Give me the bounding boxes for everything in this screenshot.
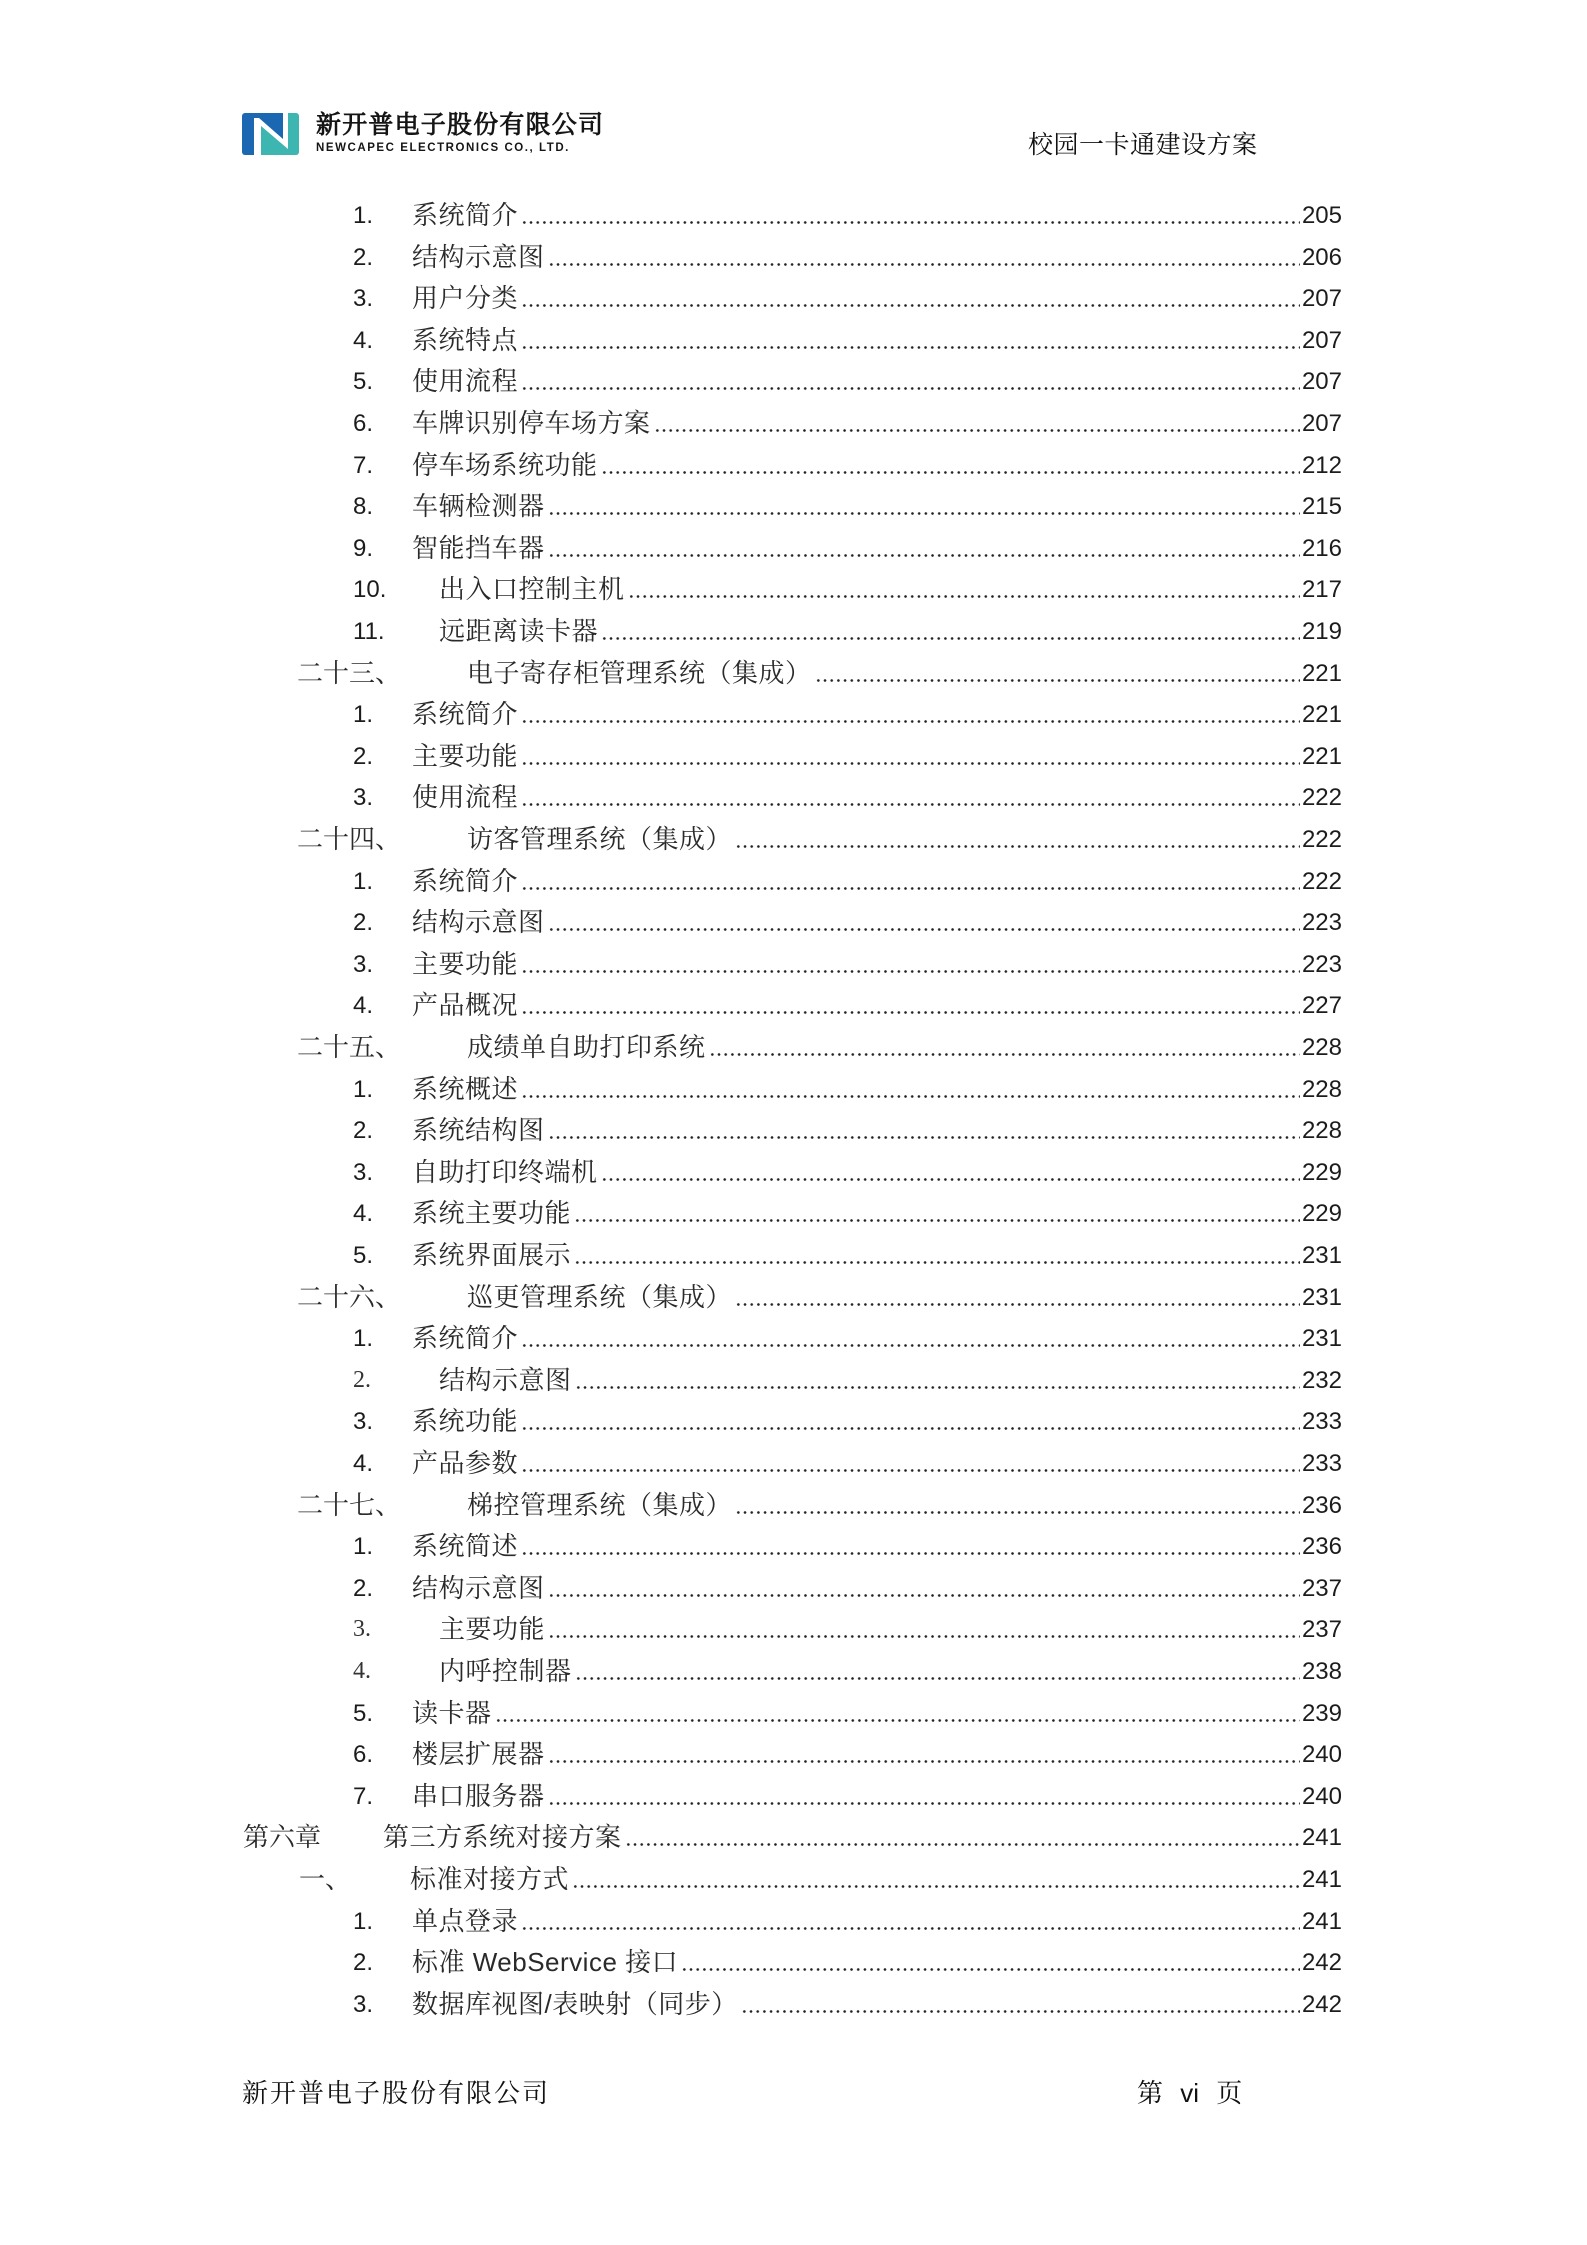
toc-entry-line bbox=[412, 195, 1342, 237]
dot-leader bbox=[521, 861, 1300, 903]
toc-entry[interactable] bbox=[0, 278, 1587, 320]
toc-entry-page[interactable]: 222 bbox=[1301, 784, 1342, 812]
toc-entry-number: 2. bbox=[353, 1949, 374, 1977]
toc-entry-title[interactable]: 系统简介 bbox=[412, 200, 519, 230]
toc-entry-title[interactable]: 主要功能 bbox=[412, 948, 519, 979]
toc-entry-title[interactable]: 出入口控制主机 bbox=[439, 574, 625, 605]
toc-entry[interactable] bbox=[0, 736, 1587, 778]
dot-leader bbox=[495, 1693, 1300, 1735]
document-title: 校园一卡通建设方案 bbox=[1028, 131, 1258, 159]
toc-entry-number: 3. bbox=[353, 1408, 374, 1436]
toc-entry-line bbox=[412, 237, 1342, 279]
toc-entry-number: 3. bbox=[353, 950, 374, 978]
toc-entry-page[interactable]: 229 bbox=[1301, 1200, 1342, 1228]
toc-entry-number: 二十六、 bbox=[297, 1281, 402, 1312]
dot-leader bbox=[548, 1568, 1300, 1610]
toc-entry-page[interactable]: 227 bbox=[1301, 992, 1342, 1020]
toc-entry-title[interactable]: 系统主要功能 bbox=[412, 1198, 572, 1229]
dot-leader bbox=[574, 1235, 1300, 1277]
toc-entry[interactable] bbox=[0, 1859, 1587, 1901]
toc-entry[interactable] bbox=[0, 902, 1587, 944]
dot-leader bbox=[575, 1360, 1300, 1402]
toc-entry-title[interactable]: 内呼控制器 bbox=[439, 1656, 572, 1686]
toc-entry-line bbox=[467, 653, 1342, 695]
toc-entry-number: 4. bbox=[353, 1658, 371, 1684]
toc-entry-number: 2. bbox=[353, 243, 374, 271]
toc-entry[interactable] bbox=[0, 1235, 1587, 1277]
toc-entry-page[interactable]: 219 bbox=[1301, 618, 1342, 645]
toc-entry-number: 9. bbox=[353, 534, 374, 562]
toc-entry-page[interactable]: 233 bbox=[1301, 1408, 1342, 1436]
toc-entry-number: 1. bbox=[353, 701, 374, 729]
toc-entry-number: 二十五、 bbox=[297, 1032, 402, 1062]
toc-entry-page[interactable]: 221 bbox=[1301, 701, 1342, 729]
dot-leader bbox=[521, 985, 1300, 1027]
toc-entry-title[interactable]: 标准对接方式 bbox=[410, 1864, 570, 1894]
dot-leader bbox=[735, 1485, 1300, 1527]
toc-entry-line bbox=[439, 1360, 1342, 1402]
toc-entry-number: 7. bbox=[353, 451, 374, 479]
toc-entry-number: 2. bbox=[353, 1574, 374, 1602]
toc-entry[interactable] bbox=[0, 1193, 1587, 1235]
toc-entry[interactable] bbox=[0, 1443, 1587, 1485]
toc-entry-title[interactable]: 巡更管理系统（集成） bbox=[467, 1281, 733, 1312]
toc-entry[interactable] bbox=[0, 653, 1587, 695]
toc-entry-number: 5. bbox=[353, 368, 374, 396]
toc-entry[interactable] bbox=[0, 1318, 1587, 1360]
toc-entry[interactable] bbox=[0, 819, 1587, 861]
dot-leader bbox=[521, 1069, 1300, 1111]
toc-entry-line bbox=[412, 528, 1342, 570]
toc-entry-title[interactable]: 结构示意图 bbox=[412, 907, 545, 938]
toc-entry-title[interactable]: 系统简述 bbox=[412, 1531, 519, 1562]
dot-leader bbox=[815, 653, 1300, 695]
toc-entry-title[interactable]: 自助打印终端机 bbox=[412, 1156, 598, 1187]
toc-entry-page[interactable]: 238 bbox=[1301, 1658, 1342, 1685]
toc-entry[interactable] bbox=[0, 611, 1587, 653]
dot-leader bbox=[575, 1651, 1300, 1693]
toc-entry-title[interactable]: 系统简介 bbox=[412, 865, 519, 896]
toc-entry[interactable] bbox=[0, 1401, 1587, 1443]
toc-entry-page[interactable]: 239 bbox=[1301, 1699, 1342, 1727]
toc-entry-title[interactable]: 结构示意图 bbox=[439, 1364, 572, 1395]
toc-entry-line bbox=[439, 569, 1342, 611]
toc-entry[interactable] bbox=[0, 1817, 1587, 1859]
toc-entry[interactable] bbox=[0, 1942, 1587, 1984]
toc-entry-line bbox=[410, 1859, 1342, 1901]
toc-entry-line bbox=[412, 1734, 1342, 1776]
toc-entry-number: 3. bbox=[353, 285, 374, 313]
toc-entry-page[interactable]: 222 bbox=[1301, 826, 1342, 853]
toc-entry-line bbox=[412, 361, 1342, 403]
toc-entry-title[interactable]: 智能挡车器 bbox=[412, 532, 545, 563]
toc-entry-page[interactable]: 217 bbox=[1301, 576, 1342, 604]
dot-leader bbox=[521, 736, 1300, 778]
dot-leader bbox=[548, 528, 1300, 570]
toc-entry-page[interactable]: 242 bbox=[1301, 1949, 1342, 1977]
toc-entry-number: 二十四、 bbox=[297, 824, 402, 854]
toc-entry-line bbox=[467, 819, 1342, 861]
toc-entry-title[interactable]: 读卡器 bbox=[412, 1697, 492, 1728]
toc-entry-number: 第六章 bbox=[243, 1822, 322, 1853]
toc-entry-page[interactable]: 221 bbox=[1301, 659, 1342, 687]
toc-entry[interactable] bbox=[0, 1277, 1587, 1319]
toc-entry[interactable] bbox=[0, 195, 1587, 237]
toc-entry-number: 二十三、 bbox=[297, 657, 402, 688]
toc-entry-number: 4. bbox=[353, 326, 374, 354]
toc-entry-line bbox=[412, 1235, 1342, 1277]
toc-entry-line bbox=[383, 1817, 1342, 1859]
toc-entry-page[interactable]: 206 bbox=[1301, 243, 1342, 271]
dot-leader bbox=[548, 1776, 1300, 1818]
toc-entry-page[interactable]: 236 bbox=[1301, 1491, 1342, 1519]
toc-entry-line bbox=[439, 1609, 1342, 1651]
dot-leader bbox=[572, 1859, 1300, 1901]
toc-entry[interactable] bbox=[0, 1776, 1587, 1818]
toc-entry-title[interactable]: 使用流程 bbox=[412, 782, 519, 813]
toc-entry-title[interactable]: 标准 WebService 接口 bbox=[412, 1947, 679, 1978]
toc-entry[interactable] bbox=[0, 1360, 1587, 1402]
toc-entry-line bbox=[412, 1942, 1342, 1984]
toc-entry[interactable] bbox=[0, 1901, 1587, 1943]
dot-leader bbox=[521, 1526, 1300, 1568]
toc-entry-line bbox=[412, 694, 1342, 736]
toc-entry-title[interactable]: 串口服务器 bbox=[412, 1780, 545, 1811]
dot-leader bbox=[521, 278, 1300, 320]
toc-entry-title[interactable]: 梯控管理系统（集成） bbox=[467, 1489, 733, 1520]
toc-entry-line bbox=[412, 278, 1342, 320]
toc-entry-title[interactable]: 数据库视图/表映射（同步） bbox=[412, 1988, 738, 2019]
toc-entry-number: 1. bbox=[353, 1075, 374, 1103]
dot-leader bbox=[601, 445, 1300, 487]
toc-entry-page[interactable]: 231 bbox=[1301, 1283, 1342, 1311]
toc-entry-number: 2. bbox=[353, 742, 374, 770]
toc-entry-line bbox=[412, 944, 1342, 986]
toc-entry-number: 8. bbox=[353, 493, 374, 521]
toc-entry-title[interactable]: 系统结构图 bbox=[412, 1115, 545, 1146]
toc-entry-line bbox=[412, 1152, 1342, 1194]
toc-entry-line bbox=[412, 486, 1342, 528]
toc-entry-number: 3. bbox=[353, 784, 374, 812]
toc-entry[interactable] bbox=[0, 361, 1587, 403]
toc-entry-title[interactable]: 产品参数 bbox=[412, 1448, 519, 1478]
toc-entry-title[interactable]: 系统简介 bbox=[412, 699, 519, 730]
dot-leader bbox=[548, 237, 1300, 279]
toc-entry-line bbox=[412, 403, 1342, 445]
toc-entry-title[interactable]: 单点登录 bbox=[412, 1905, 519, 1936]
toc-entry[interactable] bbox=[0, 1027, 1587, 1069]
dot-leader bbox=[709, 1027, 1300, 1069]
toc-entry[interactable] bbox=[0, 1984, 1587, 2026]
toc-entry-page[interactable]: 233 bbox=[1301, 1450, 1342, 1477]
toc-entry-page[interactable]: 207 bbox=[1301, 368, 1342, 396]
dot-leader bbox=[548, 1734, 1300, 1776]
toc-entry-page[interactable]: 228 bbox=[1301, 1034, 1342, 1061]
toc-entry-line bbox=[412, 1443, 1342, 1485]
toc-entry-line bbox=[412, 1069, 1342, 1111]
toc-entry-line bbox=[467, 1485, 1342, 1527]
toc-entry-title[interactable]: 结构示意图 bbox=[412, 1572, 545, 1603]
toc-entry-number: 4. bbox=[353, 1450, 374, 1477]
dot-leader bbox=[654, 403, 1300, 445]
toc-entry-page[interactable]: 205 bbox=[1301, 202, 1342, 229]
toc-entry-page[interactable]: 237 bbox=[1301, 1616, 1342, 1644]
toc-entry-title[interactable]: 系统概述 bbox=[412, 1073, 519, 1104]
toc-entry-title[interactable]: 系统功能 bbox=[412, 1406, 519, 1437]
toc-entry[interactable] bbox=[0, 1693, 1587, 1735]
toc-entry[interactable] bbox=[0, 1651, 1587, 1693]
toc-entry-number: 4. bbox=[353, 992, 374, 1020]
toc-entry-page[interactable]: 223 bbox=[1301, 909, 1342, 937]
toc-entry-number: 2. bbox=[353, 1117, 374, 1145]
toc-entry-number: 3. bbox=[353, 1158, 374, 1186]
toc-entry-title[interactable]: 系统简介 bbox=[412, 1323, 519, 1354]
toc-entry-title[interactable]: 楼层扩展器 bbox=[412, 1739, 545, 1770]
footer-company-name: 新开普电子股份有限公司 bbox=[242, 2078, 551, 2108]
toc-entry[interactable] bbox=[0, 1734, 1587, 1776]
toc-entry[interactable] bbox=[0, 486, 1587, 528]
toc-entry-number: 10. bbox=[353, 576, 387, 604]
toc-entry-page[interactable]: 212 bbox=[1301, 451, 1342, 479]
toc-entry-number: 1. bbox=[353, 867, 374, 895]
toc-entry-page[interactable]: 228 bbox=[1301, 1075, 1342, 1103]
toc-entry-number: 6. bbox=[353, 410, 374, 437]
toc-entry[interactable] bbox=[0, 569, 1587, 611]
toc-entry[interactable] bbox=[0, 944, 1587, 986]
toc-entry-title[interactable]: 停车场系统功能 bbox=[412, 449, 598, 480]
toc-entry-number: 11. bbox=[353, 618, 385, 645]
toc-entry-line bbox=[412, 1318, 1342, 1360]
toc-entry-title[interactable]: 结构示意图 bbox=[412, 241, 545, 272]
toc-entry-line bbox=[412, 1401, 1342, 1443]
dot-leader bbox=[521, 944, 1300, 986]
toc-entry-page[interactable]: 229 bbox=[1301, 1158, 1342, 1186]
toc-entry[interactable] bbox=[0, 403, 1587, 445]
toc-entry-page[interactable]: 228 bbox=[1301, 1117, 1342, 1145]
dot-leader bbox=[735, 819, 1300, 861]
toc-entry-line bbox=[412, 1984, 1342, 2026]
page-number: 第 vi 页 bbox=[1137, 2078, 1243, 2108]
toc-entry-title[interactable]: 使用流程 bbox=[412, 366, 519, 397]
toc-entry-page[interactable]: 242 bbox=[1301, 1990, 1342, 2018]
dot-leader bbox=[681, 1942, 1300, 1984]
toc-entry-number: 3. bbox=[353, 1990, 374, 2018]
company-name-en: NEWCAPEC ELECTRONICS CO., LTD. bbox=[316, 142, 570, 154]
toc-entry-page[interactable]: 223 bbox=[1301, 950, 1342, 978]
toc-entry-page[interactable]: 240 bbox=[1301, 1782, 1342, 1810]
toc-entry-title[interactable]: 产品概况 bbox=[412, 990, 519, 1021]
toc-entry[interactable] bbox=[0, 1485, 1587, 1527]
dot-leader bbox=[548, 1609, 1300, 1651]
toc-entry-page[interactable]: 221 bbox=[1301, 742, 1342, 770]
toc-entry[interactable] bbox=[0, 985, 1587, 1027]
toc-entry-line bbox=[412, 1110, 1342, 1152]
toc-entry[interactable] bbox=[0, 861, 1587, 903]
toc-entry-number: 1. bbox=[353, 202, 374, 229]
toc-entry-page[interactable]: 232 bbox=[1301, 1366, 1342, 1394]
dot-leader bbox=[521, 1401, 1300, 1443]
dot-leader bbox=[521, 777, 1300, 819]
toc-entry-title[interactable]: 主要功能 bbox=[439, 1614, 546, 1645]
toc-entry-number: 2. bbox=[353, 1366, 371, 1393]
toc-entry-line bbox=[439, 611, 1342, 653]
toc-entry-page[interactable]: 222 bbox=[1301, 867, 1342, 895]
toc-entry-title[interactable]: 电子寄存柜管理系统（集成） bbox=[467, 657, 812, 688]
toc-entry-line bbox=[412, 1901, 1342, 1943]
toc-entry-title[interactable]: 系统特点 bbox=[412, 324, 519, 355]
toc-entry-number: 7. bbox=[353, 1782, 374, 1810]
company-name-cn: 新开普电子股份有限公司 bbox=[316, 111, 605, 139]
toc-entry-page[interactable]: 237 bbox=[1301, 1574, 1342, 1602]
toc-entry[interactable] bbox=[0, 777, 1587, 819]
dot-leader bbox=[625, 1817, 1300, 1859]
toc-entry[interactable] bbox=[0, 1526, 1587, 1568]
toc-entry-number: 5. bbox=[353, 1242, 374, 1269]
toc-entry-number: 1. bbox=[353, 1907, 374, 1935]
toc-entry-title[interactable]: 系统界面展示 bbox=[412, 1240, 572, 1270]
toc-entry-title[interactable]: 主要功能 bbox=[412, 740, 519, 771]
toc-entry-number: 3. bbox=[353, 1616, 371, 1643]
toc-entry-number: 二十七、 bbox=[297, 1489, 402, 1520]
toc-entry-title[interactable]: 用户分类 bbox=[412, 283, 519, 314]
toc-entry-number: 4. bbox=[353, 1200, 374, 1228]
dot-leader bbox=[521, 320, 1300, 362]
toc-entry-line bbox=[467, 1027, 1342, 1069]
toc-entry[interactable] bbox=[0, 528, 1587, 570]
toc-entry-number: 1. bbox=[353, 1325, 374, 1353]
toc-entry-title[interactable]: 车牌识别停车场方案 bbox=[412, 408, 651, 438]
toc-entry[interactable] bbox=[0, 237, 1587, 279]
toc-entry-line bbox=[412, 320, 1342, 362]
toc-entry-page[interactable]: 231 bbox=[1301, 1325, 1342, 1353]
toc-entry-number: 5. bbox=[353, 1699, 374, 1727]
toc-entry-page[interactable]: 241 bbox=[1301, 1907, 1342, 1935]
dot-leader bbox=[548, 486, 1300, 528]
toc-entry[interactable] bbox=[0, 445, 1587, 487]
toc-entry-page[interactable]: 207 bbox=[1301, 410, 1342, 437]
toc-entry-line bbox=[412, 985, 1342, 1027]
dot-leader bbox=[521, 361, 1300, 403]
toc-entry[interactable] bbox=[0, 1609, 1587, 1651]
toc-entry-line bbox=[439, 1651, 1342, 1693]
dot-leader bbox=[548, 1110, 1300, 1152]
toc-entry-line bbox=[412, 736, 1342, 778]
dot-leader bbox=[741, 1984, 1300, 2026]
dot-leader bbox=[601, 1152, 1300, 1194]
toc-entry-page[interactable]: 241 bbox=[1301, 1824, 1342, 1852]
dot-leader bbox=[548, 902, 1300, 944]
dot-leader bbox=[521, 694, 1300, 736]
toc-entry[interactable] bbox=[0, 1110, 1587, 1152]
toc-entry-line bbox=[412, 1776, 1342, 1818]
toc-entry-line bbox=[467, 1277, 1342, 1319]
toc-entry[interactable] bbox=[0, 1568, 1587, 1610]
toc-entry-number: 一、 bbox=[299, 1864, 352, 1894]
toc-entry-page[interactable]: 231 bbox=[1301, 1242, 1342, 1269]
toc-entry-line bbox=[412, 445, 1342, 487]
toc-entry-page[interactable]: 207 bbox=[1301, 326, 1342, 354]
toc-entry[interactable] bbox=[0, 1152, 1587, 1194]
toc-entry-number: 2. bbox=[353, 909, 374, 937]
toc-entry-line bbox=[412, 1693, 1342, 1735]
toc-entry-line bbox=[412, 861, 1342, 903]
toc-entry-line bbox=[412, 1526, 1342, 1568]
toc-entry-line bbox=[412, 1568, 1342, 1610]
toc-entry-line bbox=[412, 902, 1342, 944]
toc-entry-title[interactable]: 访客管理系统（集成） bbox=[467, 824, 733, 854]
toc-entry-page[interactable]: 207 bbox=[1301, 285, 1342, 313]
toc-entry-title[interactable]: 车辆检测器 bbox=[412, 491, 545, 522]
dot-leader bbox=[628, 569, 1300, 611]
toc-entry[interactable] bbox=[0, 694, 1587, 736]
toc-entry-number: 6. bbox=[353, 1741, 374, 1769]
toc-entry-number: 1. bbox=[353, 1533, 374, 1561]
toc-entry[interactable] bbox=[0, 1069, 1587, 1111]
dot-leader bbox=[521, 1901, 1300, 1943]
dot-leader bbox=[521, 195, 1300, 237]
dot-leader bbox=[574, 1193, 1300, 1235]
toc-entry-title[interactable]: 第三方系统对接方案 bbox=[383, 1822, 622, 1853]
dot-leader bbox=[735, 1277, 1300, 1319]
toc-entry-line bbox=[412, 1193, 1342, 1235]
toc-entry-page[interactable]: 216 bbox=[1301, 534, 1342, 562]
toc-entry-page[interactable]: 240 bbox=[1301, 1741, 1342, 1769]
dot-leader bbox=[521, 1318, 1300, 1360]
toc-entry-page[interactable]: 241 bbox=[1301, 1866, 1342, 1893]
toc-entry-line bbox=[412, 777, 1342, 819]
toc-entry-page[interactable]: 236 bbox=[1301, 1533, 1342, 1561]
toc-entry-title[interactable]: 成绩单自助打印系统 bbox=[467, 1032, 706, 1062]
toc-entry-page[interactable]: 215 bbox=[1301, 493, 1342, 521]
toc-entry-title[interactable]: 远距离读卡器 bbox=[439, 616, 599, 646]
toc-entry[interactable] bbox=[0, 320, 1587, 362]
dot-leader bbox=[521, 1443, 1300, 1485]
dot-leader bbox=[601, 611, 1300, 653]
